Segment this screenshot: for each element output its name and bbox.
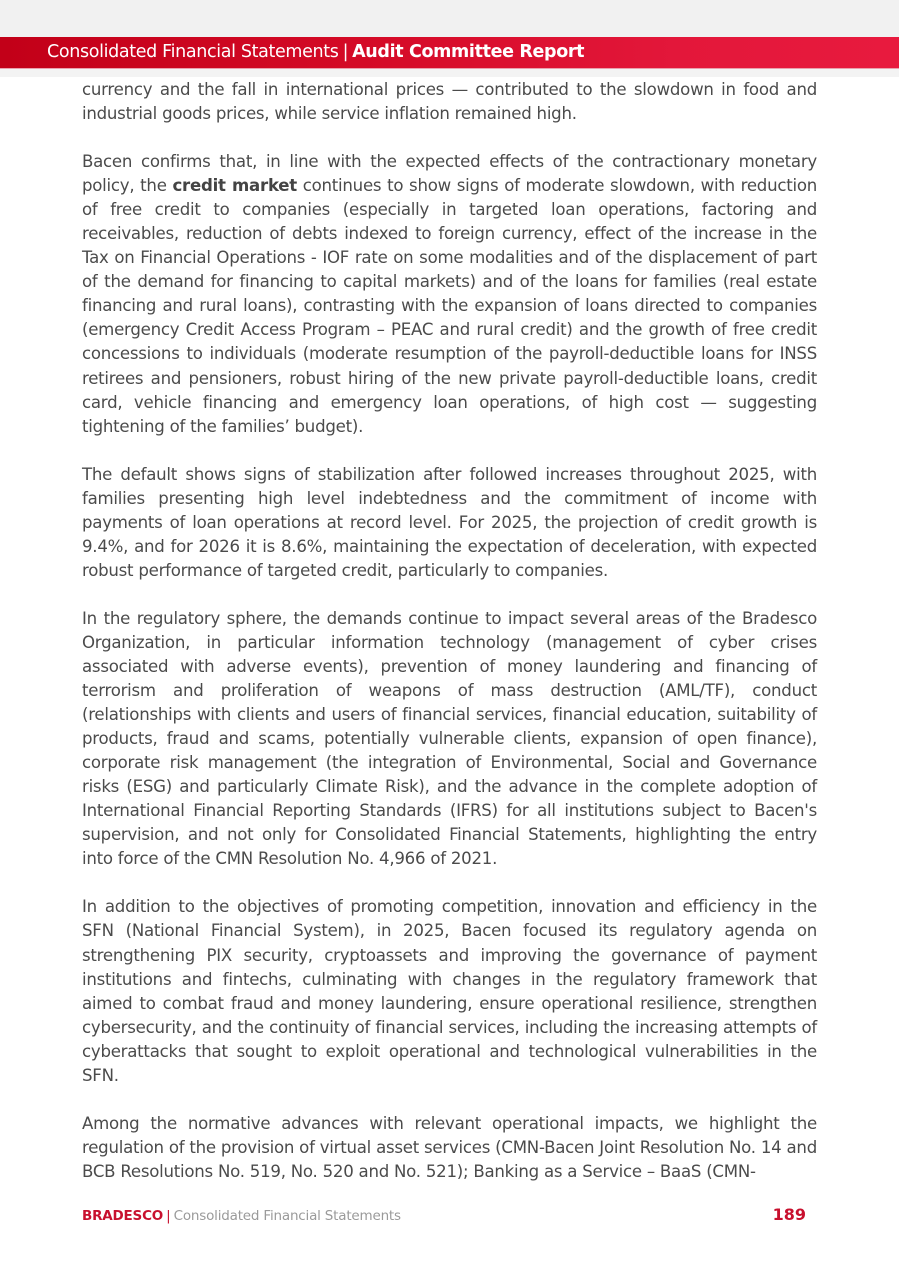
- header-report-title: Audit Committee Report: [352, 42, 585, 62]
- paragraph-regulatory-sphere: [82, 607, 817, 872]
- paragraph-regulatory-agenda: [82, 895, 817, 1087]
- header-shadow-strip: [0, 69, 899, 77]
- header-separator: |: [342, 42, 349, 62]
- paragraph-text: In the regulatory sphere, the demands continue to impact several areas of the Bradesco Organization, in particular information technology (management of cyber crises associated with adverse events), prevention of money laundering and financing of terrorism and proliferation of weapons of mass destruction (AML/TF), conduct (relationships with clients and users of financial services, financial education, suitability of products, fraud and scams, potentially vulnerable clients, expansion of open finance), corporate risk management (the integration of Environmental, Social and Governance risks (ESG) and particularly Climate Risk), and the advance in the complete adoption of International Financial Reporting Standards (IFRS) for all institutions subject to Bacen's supervision, and not only for Consolidated Financial Statements, highlighting the entry into force of the CMN Resolution No. 4,966 of 2021.: [82, 608, 817, 869]
- paragraph-inflation: [82, 78, 817, 126]
- page-number: 189: [772, 1205, 806, 1224]
- paragraph-text: currency and the fall in international prices — contributed to the slowdown in food and industrial goods prices, while service inflation remained high.: [82, 80, 817, 124]
- header-band: [0, 37, 899, 68]
- header-section: Consolidated Financial Statements: [47, 42, 339, 62]
- footer-separator: |: [166, 1208, 171, 1224]
- emphasis-credit-market: credit market: [172, 176, 297, 196]
- page-footer: [82, 1206, 806, 1226]
- header-title: [47, 37, 584, 68]
- paragraph-credit-market: [82, 150, 817, 439]
- paragraph-text: continues to show signs of moderate slowdown, with reduction of free credit to companies (especially in targeted loan operations, factoring and receivables, reduction of debts indexed to foreign currency, effect of the increase in the Tax on Financial Operations - IOF rate on some modalities and of the displacement of part of the demand for financing to capital markets) and of the loans for families (real estate financing and rural loans), contrasting with the expansion of loans directed to companies (emergency Credit Access Program – PEAC and rural credit) and the growth of free credit concessions to individuals (moderate resumption of the payroll-deductible loans for INSS retirees and pensioners, robust hiring of the new private payroll-deductible loans, credit card, vehicle financing and emergency loan operations, of high cost — suggesting tightening of the families’ budget).: [82, 176, 818, 436]
- page-top-margin: [0, 0, 899, 37]
- body-text: [82, 78, 817, 1208]
- paragraph-text: Bacen confirms that, in line with the expected effects of the contractionary monetary policy, the: [82, 152, 817, 196]
- footer-brand: BRADESCO: [82, 1208, 164, 1224]
- paragraph-text: Among the normative advances with relevant operational impacts, we highlight the regulation of the provision of virtual asset services (CMN-Bacen Joint Resolution No. 14 and BCB Resolutions No. 519, No. 520 and No. 521); Banking as a Service – BaaS (CMN-: [82, 1113, 817, 1181]
- paragraph-text: In addition to the objectives of promoting competition, innovation and efficiency in the SFN (National Financial System), in 2025, Bacen focused its regulatory agenda on strengthening PIX security, cryptoassets and improving the governance of payment institutions and fintechs, culminating with changes in the regulatory framework that aimed to combat fraud and money laundering, ensure operational resilience, strengthen cybersecurity, and the continuity of financial services, including the increasing attempts of cyberattacks that sought to exploit operational and technological vulnerabilities in the SFN.: [82, 897, 817, 1085]
- paragraph-default: [82, 463, 817, 583]
- footer-document-title: Consolidated Financial Statements: [173, 1208, 401, 1224]
- paragraph-text: The default shows signs of stabilization after followed increases throughout 2025, with families presenting high level indebtedness and the commitment of income with payments of loan operations at record level. For 2025, the projection of credit growth is 9.4%, and for 2026 it is 8.6%, maintaining the expectation of deceleration, with expected robust performance of targeted credit, particularly to companies.: [82, 464, 817, 580]
- paragraph-normative-advances: [82, 1112, 817, 1184]
